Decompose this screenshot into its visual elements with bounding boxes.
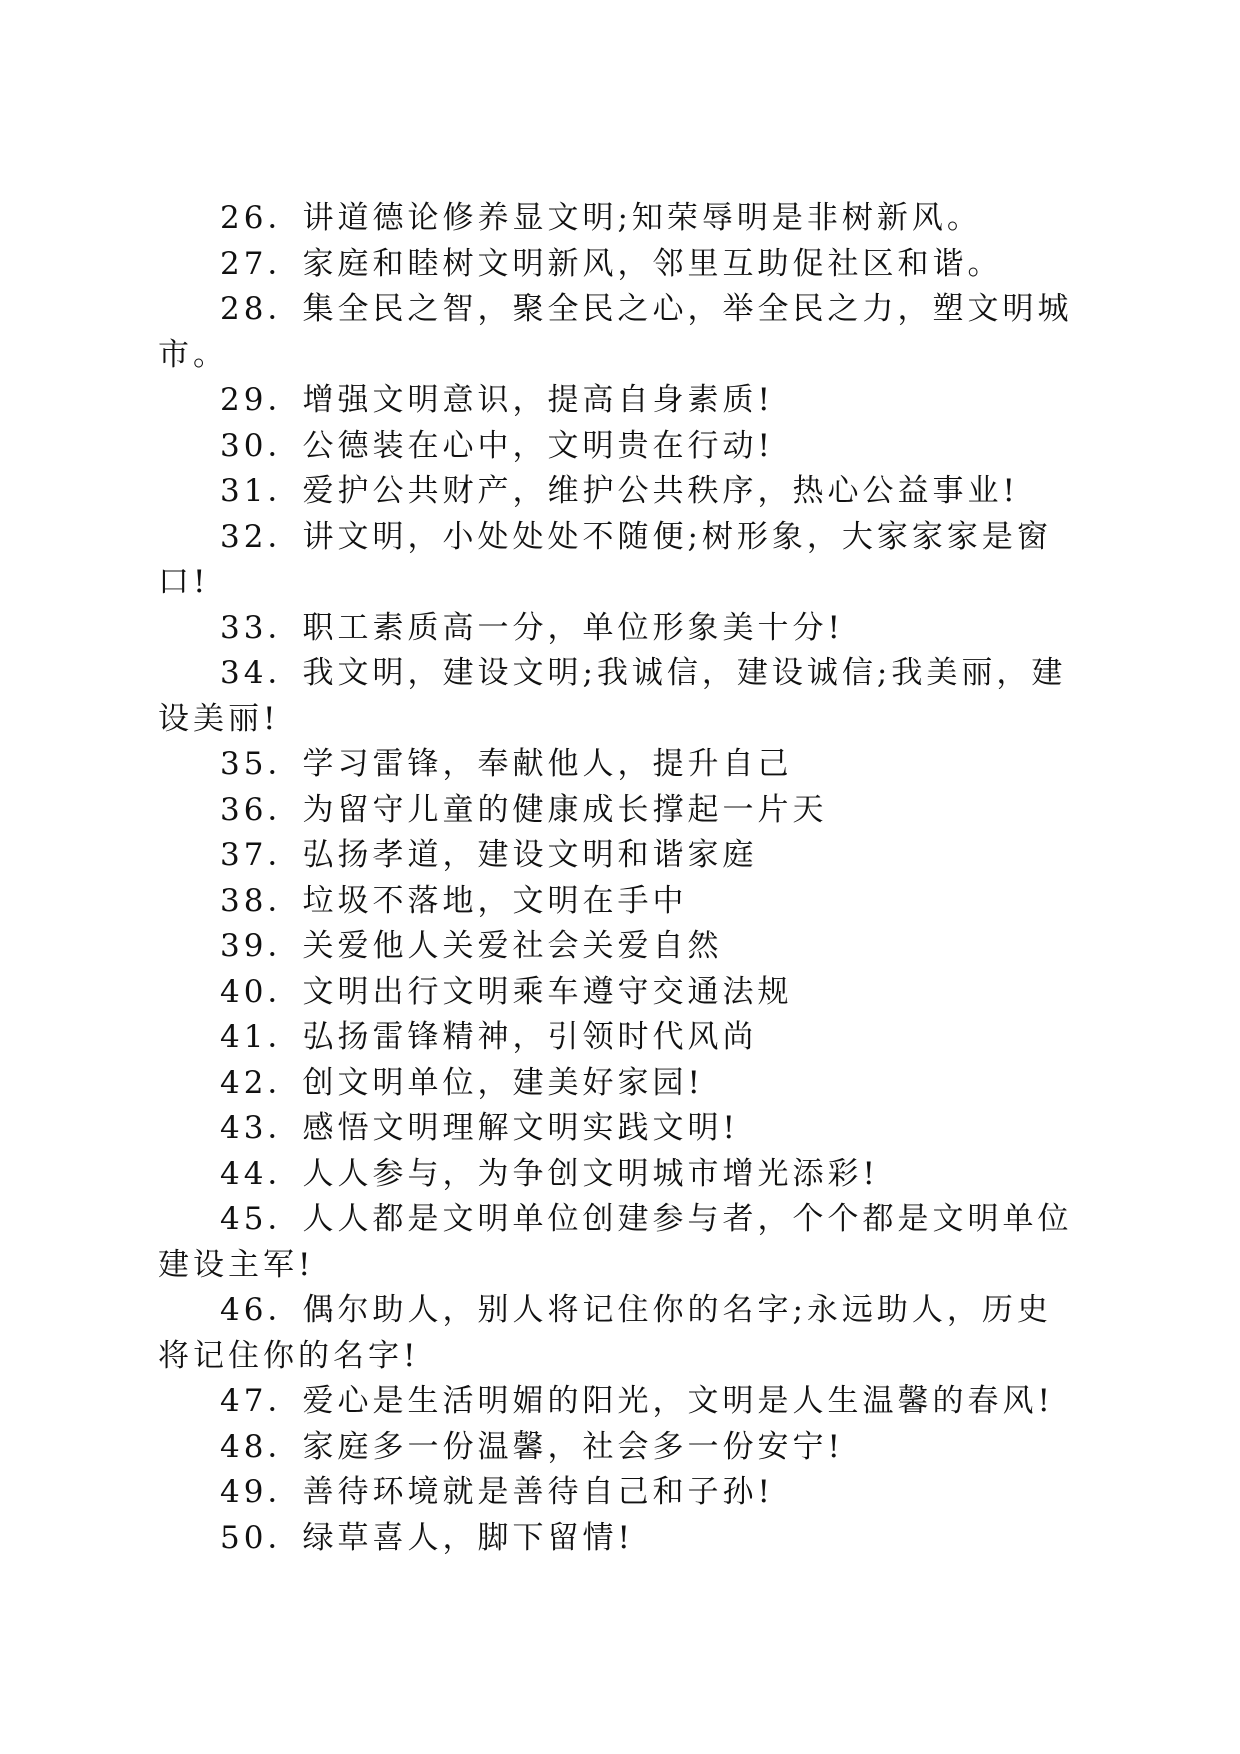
list-item: 30．公德装在心中，文明贵在行动! bbox=[220, 427, 774, 464]
list-item: 27．家庭和睦树文明新风，邻里互助促社区和谐。 bbox=[220, 245, 1003, 282]
list-item: 33．职工素质高一分，单位形象美十分! bbox=[220, 609, 844, 646]
list-item: 35．学习雷锋，奉献他人，提升自己 bbox=[220, 746, 793, 782]
list-item: 31．爱护公共财产，维护公共秩序，热心公益事业! bbox=[220, 473, 1019, 509]
list-item: 48．家庭多一份温馨，社会多一份安宁! bbox=[220, 1428, 844, 1465]
list-item: 40．文明出行文明乘车遵守交通法规 bbox=[220, 973, 793, 1010]
list-item: 26．讲道德论修养显文明;知荣辱明是非树新风。 bbox=[220, 200, 982, 236]
list-item: 41．弘扬雷锋精神，引领时代风尚 bbox=[220, 1019, 758, 1055]
list-item: 47．爱心是生活明媚的阳光，文明是人生温馨的春风! bbox=[220, 1383, 1054, 1419]
list-item: 45．人人都是文明单位创建参与者，个个都是文明单位建设主军! bbox=[158, 1201, 1073, 1283]
list-item: 49．善待环境就是善待自己和子孙! bbox=[220, 1474, 774, 1510]
list-item: 46．偶尔助人，别人将记住你的名字;永远助人，历史将记住你的名字! bbox=[158, 1292, 1052, 1374]
list-item: 29．增强文明意识，提高自身素质! bbox=[220, 382, 774, 418]
list-item: 39．关爱他人关爱社会关爱自然 bbox=[220, 928, 723, 964]
list-item: 42．创文明单位，建美好家园! bbox=[220, 1064, 704, 1101]
list-item: 50．绿草喜人，脚下留情! bbox=[220, 1519, 634, 1556]
list-item: 37．弘扬孝道，建设文明和谐家庭 bbox=[220, 837, 758, 873]
list-item: 43．感悟文明理解文明实践文明! bbox=[220, 1110, 739, 1146]
slogan-list bbox=[158, 196, 1078, 1561]
list-item: 36．为留守儿童的健康成长撑起一片天 bbox=[220, 791, 828, 828]
list-item: 34．我文明，建设文明;我诚信，建设诚信;我美丽，建设美丽! bbox=[158, 655, 1067, 737]
list-item: 38．垃圾不落地，文明在手中 bbox=[220, 882, 688, 919]
list-item: 32．讲文明，小处处处不随便;树形象，大家家家是窗口! bbox=[158, 518, 1052, 600]
list-item: 28．集全民之智，聚全民之心，举全民之力，塑文明城市。 bbox=[158, 291, 1073, 373]
list-item: 44．人人参与，为争创文明城市增光添彩! bbox=[220, 1155, 879, 1192]
